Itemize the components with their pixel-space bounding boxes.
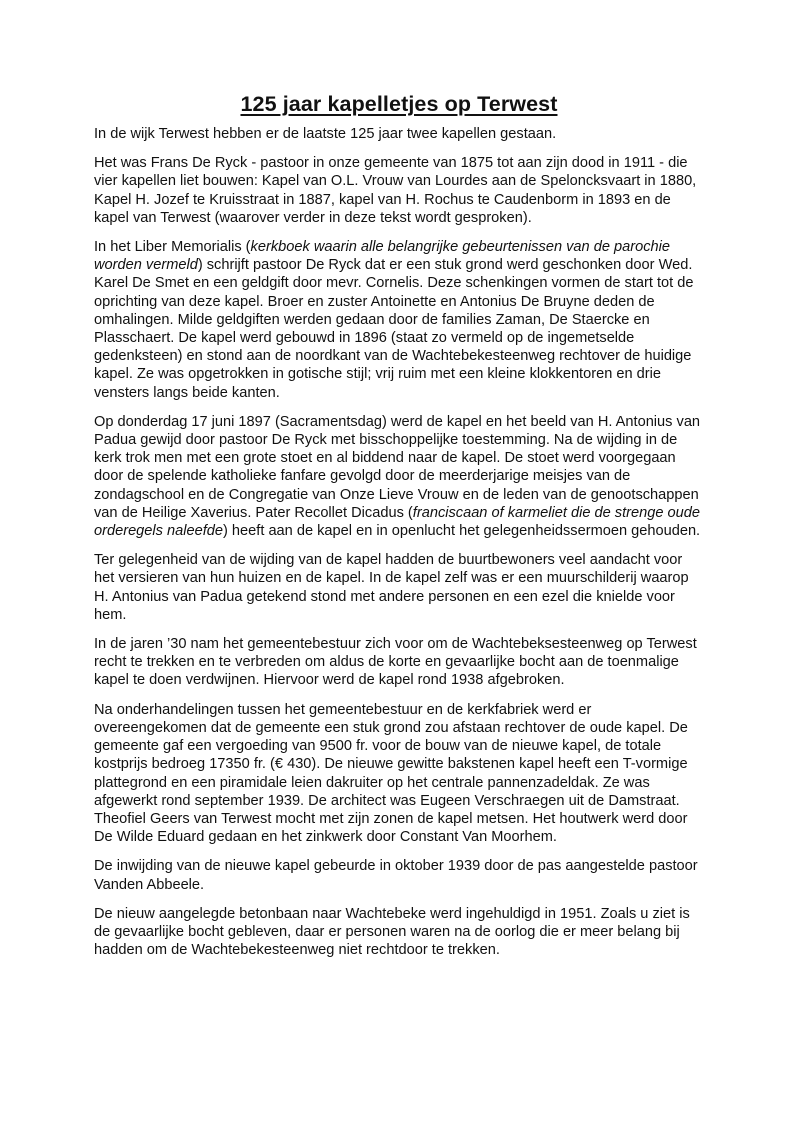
paragraph-betonbaan: De nieuw aangelegde betonbaan naar Wachtebeke werd ingehuldigd in 1951. Zoals u ziet is de gevaarlijke bocht gebleven, daar er personen waren na de oorlog die er meer belang bij hadden om de Wachtebekesteenweg niet rechtdoor te trekken. — [94, 905, 690, 959]
italic-note: kerkboek waarin alle belangrijke gebeurtenissen van de parochie worden vermeld — [94, 239, 670, 274]
paragraph-frans-de-ryck: Het was Frans De Ryck - pastoor in onze gemeente van 1875 tot aan zijn dood in 1911 - die vier kapellen liet bouwen: Kapel van O.L. Vrouw van Lourdes aan de Speloncksvaart in 1880, Kapel H. Jozef te Kruisstraat in 1887, kapel van H. Rochus te Caudenborm in 1893 en de kapel van Terwest (waarover verder in deze tekst wordt gesproken). — [94, 155, 697, 226]
paragraph-nieuwe-kapel: Na onderhandelingen tussen het gemeentebestuur en de kerkfabriek werd er overeengekomen dat de gemeente een stuk grond zou afstaan rechtover de oude kapel. De gemeente gaf een vergoeding van 9500 fr. voor de bouw van de nieuwe kapel, de totale kostprijs bedroeg 17350 fr. (€ 430). De nieuwe gewitte bakstenen kapel heeft een T-vormige plattegrond en een piramidale leien dakruiter op het centrale pannenzadeldak. Ze was afgewerkt rond september 1939. De architect was Eugeen Verschraegen uit de Damstraat. Theofiel Geers van Terwest mocht met zijn zonen de kapel metsen. Het houtwerk werd door De Wilde Eduard gedaan en het zinkwerk door Constant Van Moorhem. — [94, 701, 688, 846]
paragraph-text: ) heeft aan de kapel en in openlucht het gelegenheidssermoen gehouden. — [223, 523, 701, 540]
paragraph-intro: In de wijk Terwest hebben er de laatste 125 jaar twee kapellen gestaan. — [94, 126, 557, 142]
paragraph-text: Op donderdag 17 juni 1897 (Sacramentsdag) werd de kapel en het beeld van H. Antonius van Padua gewijd door pastoor De Ryck met bisschoppelijke toestemming. Na de wijding in de kerk trok men met een grote stoet en al biddend naar de kapel. De stoet werd voorgegaan door de spelende katholieke fanfare gevolgd door de meerderjarige meisjes van de zondagschool en de Congregatie van Onze Lieve Vrouw en de leden van de genootschappen van de Heilige Xaverius. Pater Recollet Dicadus ( — [94, 413, 701, 521]
paragraph-versiering: Ter gelegenheid van de wijding van de kapel hadden de buurtbewoners veel aandacht voor het versieren van hun huizen en de kapel. In de kapel zelf was er een muurschilderij waarop H. Antonius van Padua getekend stond met andere personen en een ezel die knielde voor hem. — [94, 552, 689, 623]
page-title: 125 jaar kapelletjes op Terwest — [240, 92, 558, 116]
paragraph-text: In het Liber Memorialis ( — [94, 239, 251, 256]
paragraph-wijding — [94, 413, 704, 540]
paragraph-inwijding: De inwijding van de nieuwe kapel gebeurde in oktober 1939 door de pas aangestelde pastoor Vanden Abbeele. — [94, 858, 698, 893]
paragraph-afbraak: In de jaren ’30 nam het gemeentebestuur zich voor om de Wachtebeksesteenweg op Terwest recht te trekken en te verbreden om aldus de korte en gevaarlijke bocht aan de toenmalige kapel te doen verdwijnen. Hiervoor werd de kapel rond 1938 afgebroken. — [94, 636, 697, 689]
italic-note: franciscaan of karmeliet die de strenge oude orderegels naleefde — [94, 504, 700, 540]
paragraph-liber-memorialis — [94, 238, 704, 402]
paragraph-text: ) schrijft pastoor De Ryck dat er een stuk grond werd geschonken door Wed. Karel De Smet en een geldgift door mevr. Cornelis. Deze schenkingen vormen de start tot de oprichting van deze kapel. Broer en zuster Antoinette en Antonius De Bruyne deden de omhalingen. Milde geldgiften werden gedaan door de families Zaman, De Staercke en Plasschaert. De kapel werd gebouwd in 1896 (staat zo vermeld op de ingemetselde gedenksteen) en stond aan de noordkant van de Wachtebekesteenweg rechtover de huidige kapel. Ze was opgetrokken in gotische stijl; vrij ruim met een kleine klokkentoren en drie vensters langs beide kanten. — [94, 257, 694, 401]
